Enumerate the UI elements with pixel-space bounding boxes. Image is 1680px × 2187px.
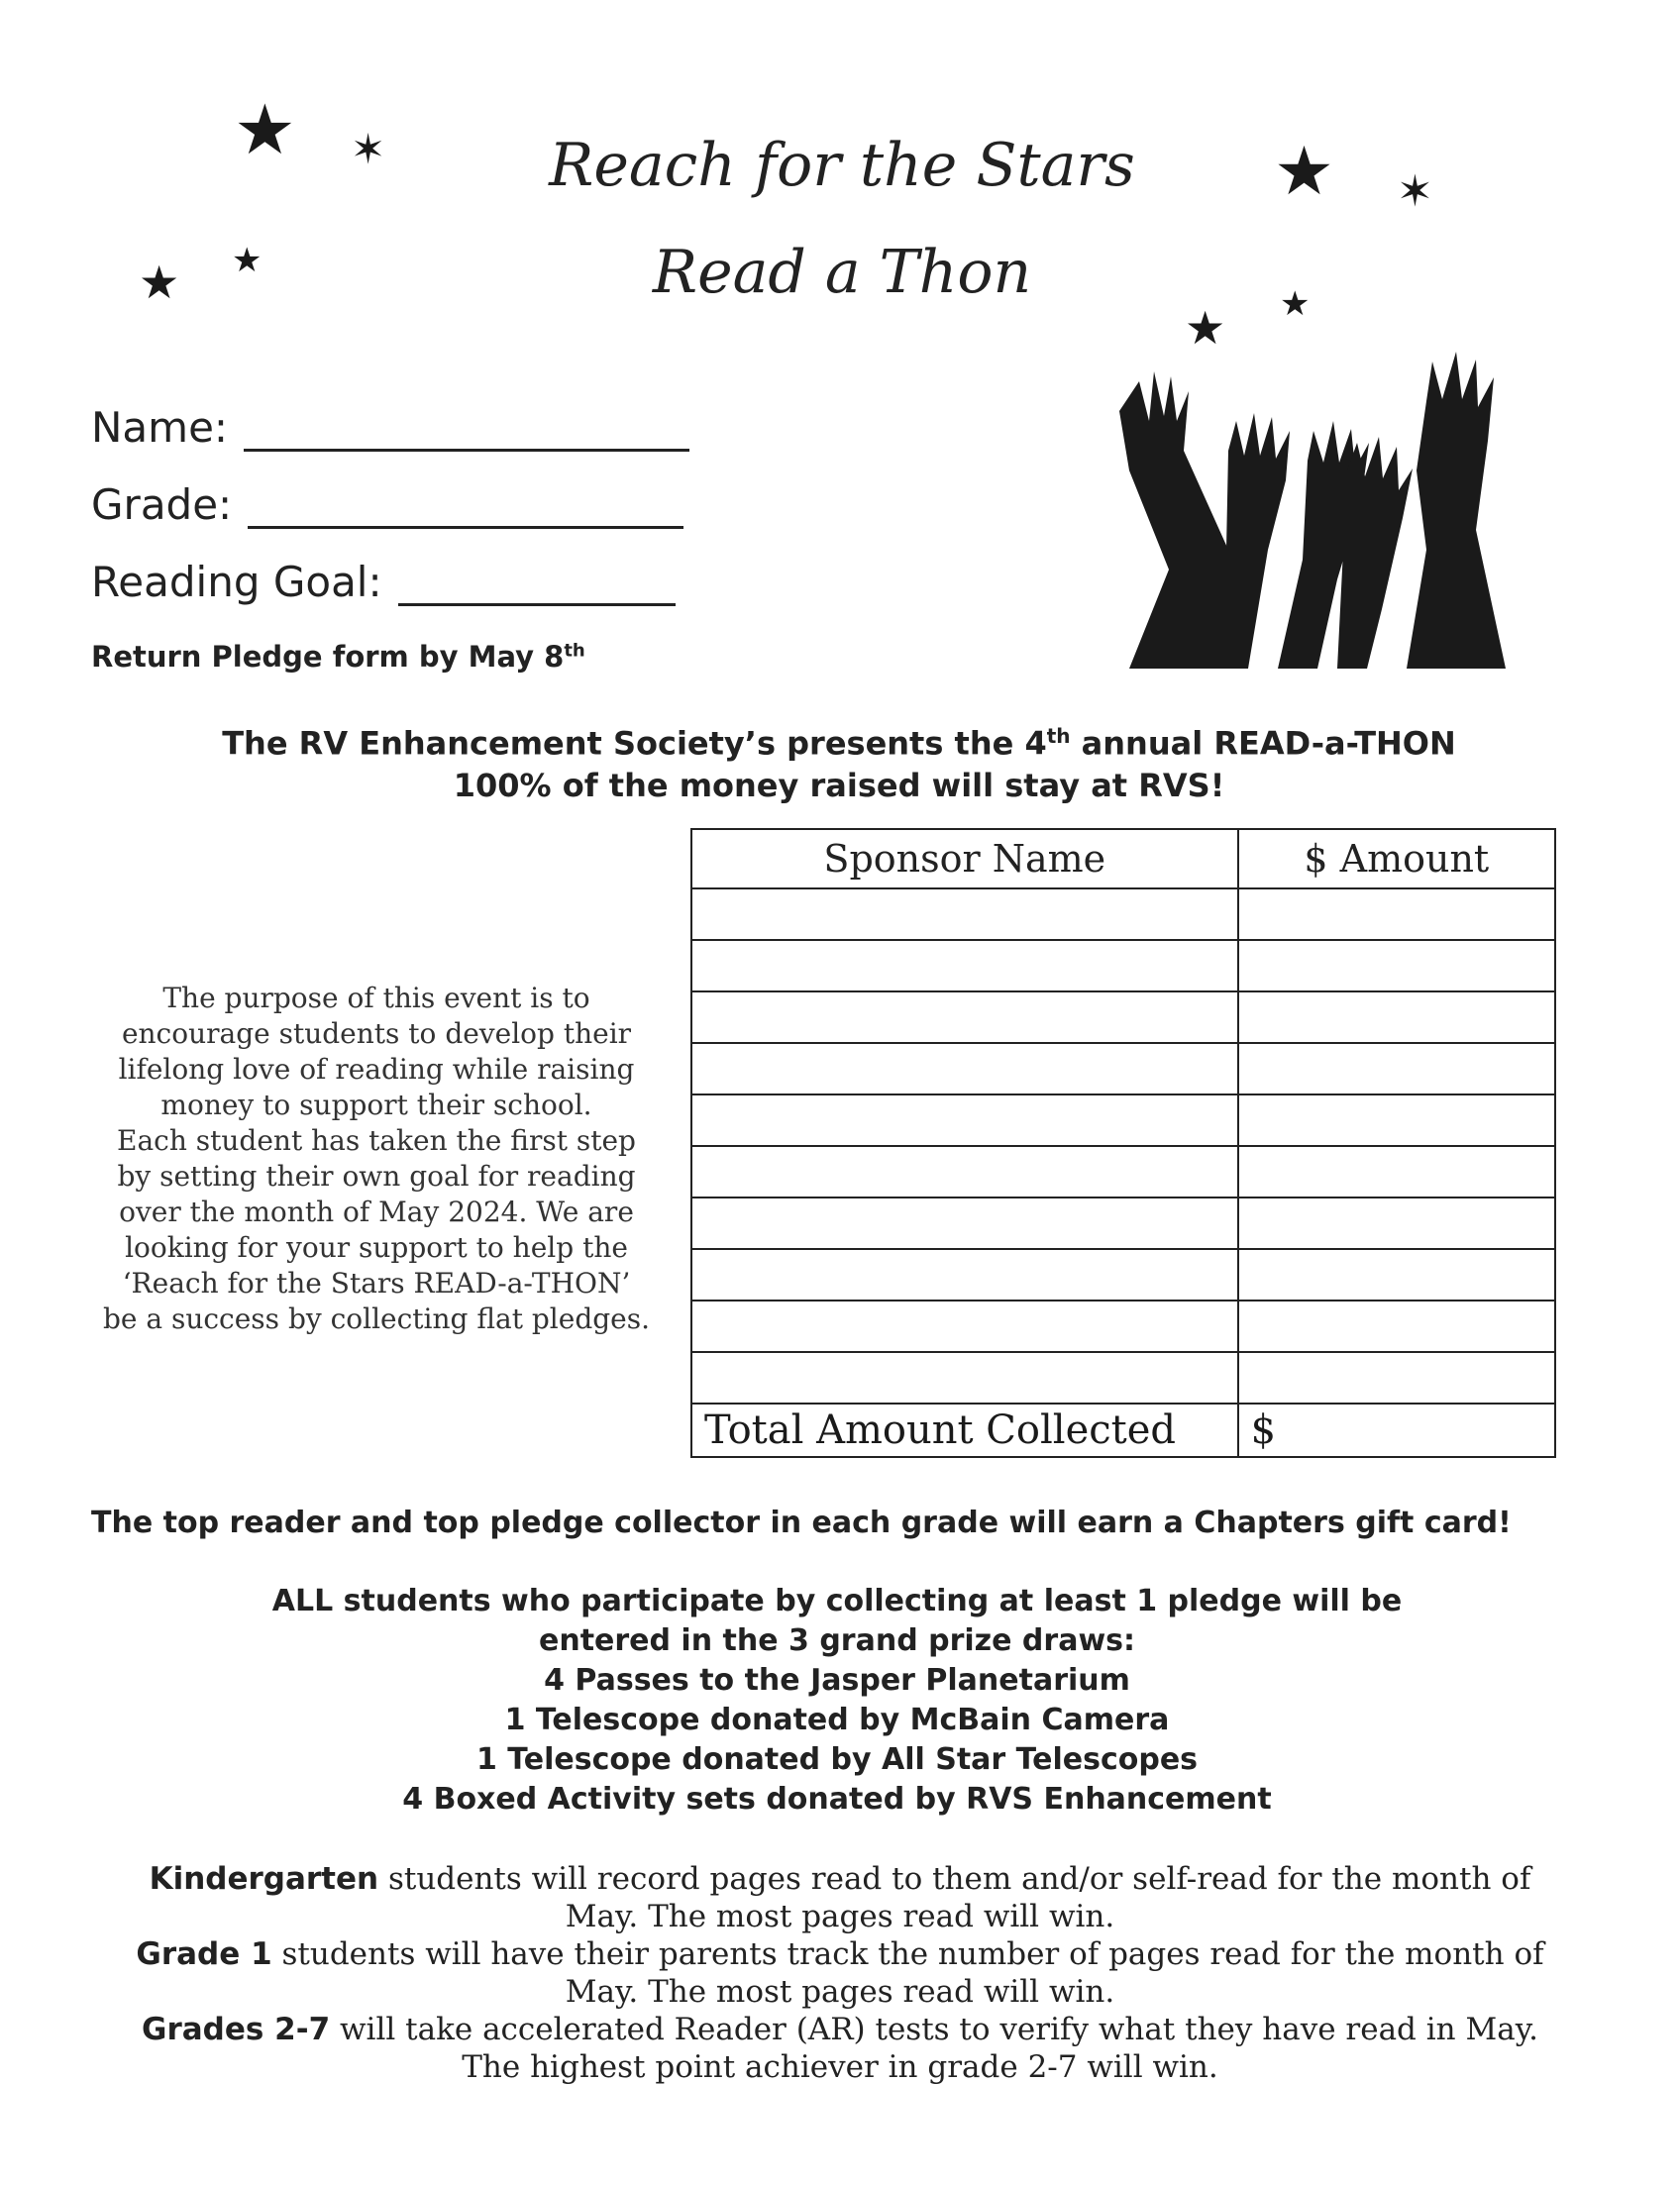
- amount-cell[interactable]: [1238, 1043, 1555, 1094]
- rule-grade-1: Grade 1 students will have their parents track the number of pages read for the month of May. The most pages read will win.: [136, 1936, 1544, 2010]
- total-label: Total Amount Collected: [691, 1404, 1238, 1457]
- table-row: [691, 1249, 1555, 1301]
- amount-cell[interactable]: [1238, 1094, 1555, 1146]
- amount-cell[interactable]: [1238, 1301, 1555, 1352]
- top-reader-notice: The top reader and top pledge collector in each grade will earn a Chapters gift card!: [91, 1506, 1512, 1540]
- table-header-row: [691, 829, 1555, 888]
- prize-item: 4 Passes to the Jasper Planetarium: [544, 1663, 1130, 1698]
- sponsor-name-cell[interactable]: [691, 1198, 1238, 1249]
- table-row: [691, 1352, 1555, 1404]
- goal-line[interactable]: [398, 554, 676, 606]
- return-notice-text: Return Pledge form by May 8: [91, 640, 565, 674]
- goal-label: Reading Goal:: [91, 558, 382, 606]
- table-row: [691, 888, 1555, 940]
- intro-line-1: The RV Enhancement Society’s presents the 4th annual READ-a-THON: [222, 724, 1456, 763]
- sponsor-name-cell[interactable]: [691, 1301, 1238, 1352]
- table-row: [691, 1198, 1555, 1249]
- sponsor-name-cell[interactable]: [691, 940, 1238, 991]
- name-label: Name:: [91, 403, 229, 452]
- amount-cell[interactable]: [1238, 991, 1555, 1043]
- amount-cell[interactable]: [1238, 1249, 1555, 1301]
- return-notice: [91, 640, 585, 674]
- prize-item: 1 Telescope donated by McBain Camera: [504, 1703, 1170, 1737]
- intro: [91, 715, 1587, 806]
- sponsor-name-cell[interactable]: [691, 1249, 1238, 1301]
- star-icon: ★: [1185, 301, 1226, 355]
- table-row: [691, 1043, 1555, 1094]
- prizes-intro-1: ALL students who participate by collecting at least 1 pledge will be: [271, 1584, 1403, 1618]
- sponsor-name-cell[interactable]: [691, 991, 1238, 1043]
- star-icon: ✶: [1397, 166, 1433, 217]
- sponsor-table: [690, 828, 1556, 1458]
- star-icon: ★: [1280, 284, 1311, 324]
- amount-cell[interactable]: [1238, 888, 1555, 940]
- grade-line[interactable]: [248, 476, 683, 529]
- prize-item: 1 Telescope donated by All Star Telescopes: [475, 1742, 1199, 1777]
- name-field[interactable]: [91, 382, 689, 452]
- sponsor-name-cell[interactable]: [691, 1094, 1238, 1146]
- amount-cell[interactable]: [1238, 1352, 1555, 1404]
- star-icon: ★: [234, 89, 296, 170]
- amount-cell[interactable]: [1238, 1146, 1555, 1198]
- table-row: [691, 1301, 1555, 1352]
- title-line-1: Reach for the Stars: [549, 131, 1135, 200]
- sponsor-name-cell[interactable]: [691, 1043, 1238, 1094]
- amount-cell[interactable]: [1238, 1198, 1555, 1249]
- prizes-intro-2: entered in the 3 grand prize draws:: [538, 1623, 1136, 1658]
- table-row: [691, 940, 1555, 991]
- return-notice-sup: th: [564, 640, 585, 662]
- total-row: [691, 1404, 1555, 1457]
- sponsor-name-cell[interactable]: [691, 888, 1238, 940]
- sponsor-name-cell[interactable]: [691, 1352, 1238, 1404]
- prizes-section: [198, 1582, 1476, 1820]
- grade-label: Grade:: [91, 480, 233, 529]
- star-icon: ★: [139, 256, 180, 309]
- goal-field[interactable]: [91, 537, 676, 606]
- sponsor-name-cell[interactable]: [691, 1146, 1238, 1198]
- purpose-paragraph: The purpose of this event is to encourage students to develop their lifelong love of reading while raising money to support their school. Each student has taken the first step by setting their own goal for reading over the month of May 2024. We are looking for your support to help the ‘Reach for the Stars READ-a-THON’ be a success by collecting flat pledges.: [102, 982, 651, 1335]
- grade-field[interactable]: [91, 460, 683, 529]
- raised-hands-icon: [1109, 352, 1525, 678]
- star-icon: ★: [232, 241, 262, 280]
- table-row: [691, 1094, 1555, 1146]
- amount-header: $ Amount: [1238, 829, 1555, 888]
- amount-cell[interactable]: [1238, 940, 1555, 991]
- rule-grades-2-7: Grades 2-7 will take accelerated Reader (AR) tests to verify what they have read in May. The highest point achiever in grade 2-7 will win.: [142, 2012, 1538, 2085]
- star-icon: ★: [1274, 133, 1334, 211]
- rule-kindergarten: Kindergarten students will record pages read to them and/or self-read for the month of May. The most pages read will win.: [149, 1861, 1531, 1934]
- table-row: [691, 991, 1555, 1043]
- intro-line-2: 100% of the money raised will stay at RVS!: [453, 766, 1225, 804]
- star-icon: ✶: [351, 125, 386, 173]
- sponsor-name-header: Sponsor Name: [691, 829, 1238, 888]
- total-amount-cell[interactable]: $: [1238, 1404, 1555, 1457]
- title-line-2: Read a Thon: [652, 238, 1032, 307]
- prize-item: 4 Boxed Activity sets donated by RVS Enhancement: [402, 1782, 1272, 1817]
- rules-section: [59, 1860, 1621, 2086]
- name-line[interactable]: [244, 399, 689, 452]
- table-row: [691, 1146, 1555, 1198]
